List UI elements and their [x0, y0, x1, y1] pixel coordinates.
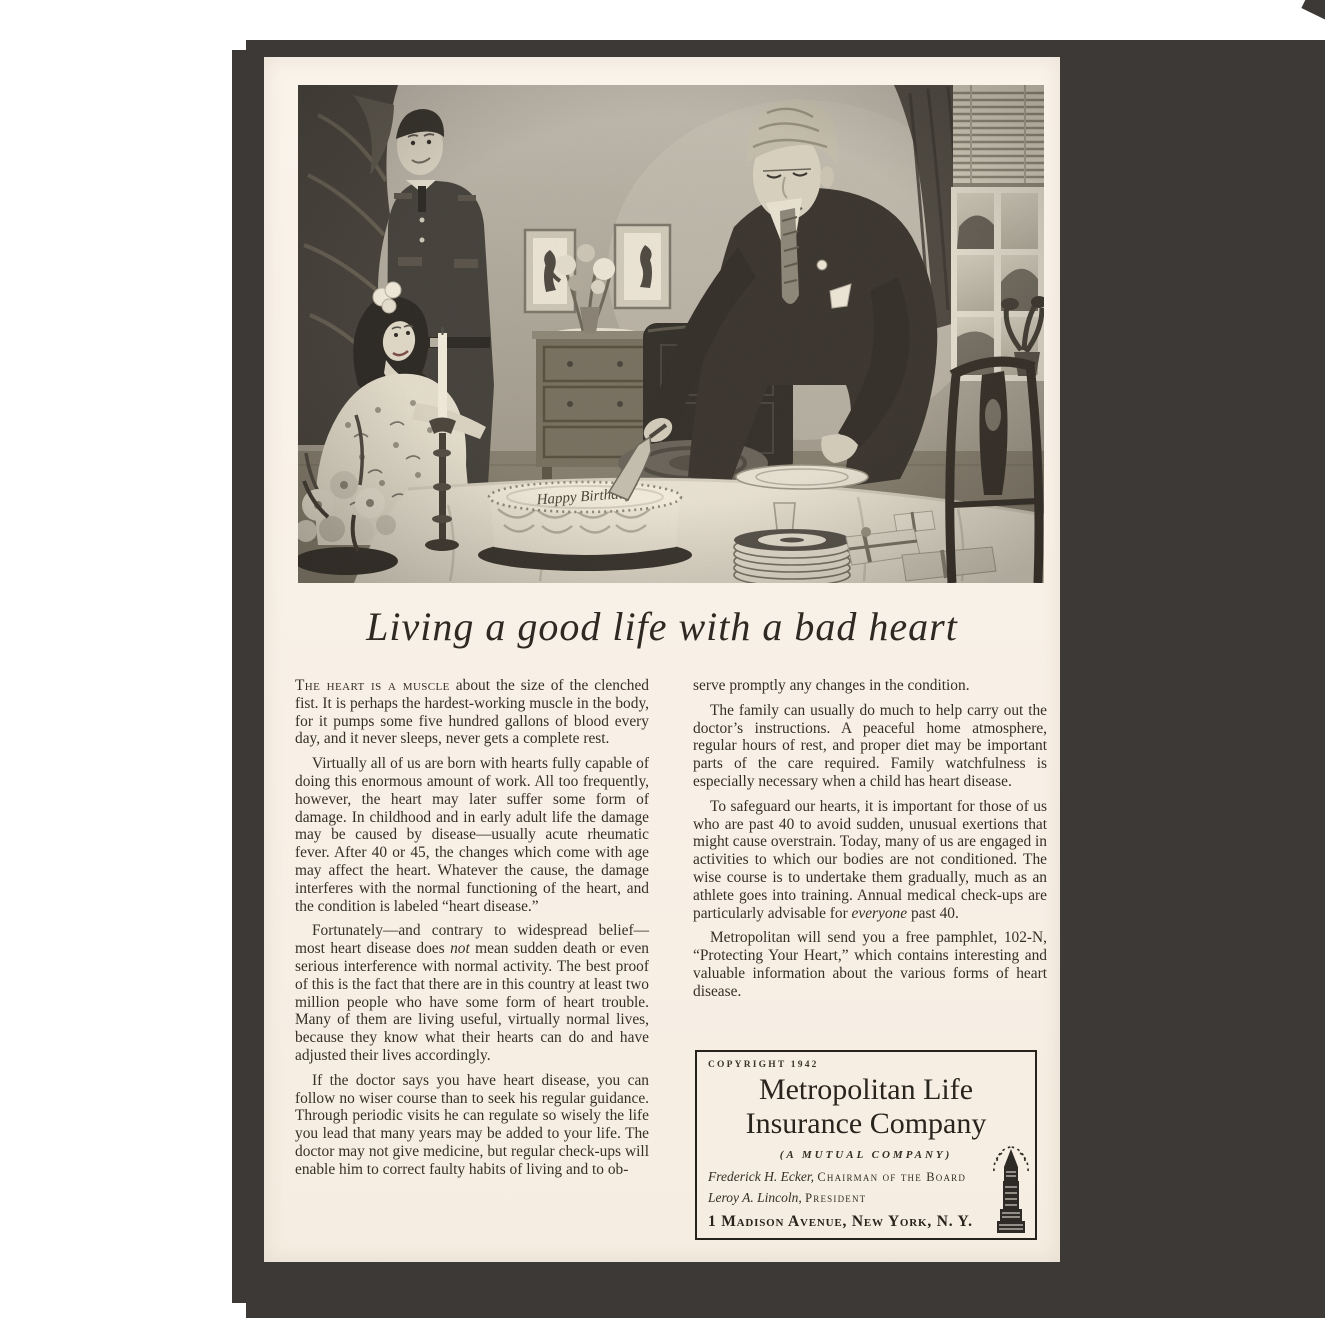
text-segment: The family can usually do much to help carry out the doctor’s instructions. A peaceful home atmosphere, regular hours of rest, and proper diet may be important parts of the care required. Family watchfulness is especially necessary when a child has heart disease.: [693, 701, 1047, 790]
paragraph: [295, 1072, 649, 1179]
copyright-notice: COPYRIGHT 1942: [708, 1060, 819, 1070]
officer-name: Leroy A. Lincoln,: [708, 1190, 802, 1205]
text-segment: Virtually all of us are born with hearts fully capable of doing this enormous amount of work. All too frequently, however, the heart may later suffer some form of damage. In childhood and in early adult life the damage may be caused by disease—usually acute rheumatic fever. After 40 or 45, the changes which come with age may affect the heart. Whatever the cause, the damage interferes with the normal functioning of the heart, and the condition is labeled “heart disease.”: [295, 755, 649, 915]
body-column-right: [693, 677, 1047, 1008]
officer-president: [708, 1190, 966, 1206]
paragraph: [693, 798, 1047, 923]
body-column-left: [295, 677, 649, 1186]
company-address: 1 Madison Avenue, New York, N. Y.: [708, 1213, 973, 1230]
paragraph: [693, 702, 1047, 791]
paragraph: [693, 929, 1047, 1000]
text-segment: serve promptly any changes in the condition.: [693, 677, 970, 694]
officer-chairman: [708, 1169, 966, 1185]
headline: Living a good life with a bad heart: [366, 604, 958, 649]
text-segment-italic: everyone: [851, 904, 908, 922]
officer-name: Frederick H. Ecker,: [708, 1169, 814, 1184]
text-segment: about the size of the clenched fist. It is perhaps the hardest-working muscle in the body, for it pumps some five hundred gallons of blood every day, and it never sleeps, never gets a complete rest.: [295, 677, 649, 748]
company-name-line2: Insurance Company: [745, 1107, 987, 1140]
paragraph: [295, 922, 649, 1064]
text-segment: If the doctor says you have heart disease, you can follow no wiser course than to seek his regular guidance. Through periodic visits he can regulate so wisely the life you lead that many years may be added to your life. The doctor may not give medicine, but regular check-ups will enable him to correct faulty habits of living and to ob-: [295, 1071, 649, 1178]
text-segment: Metropolitan will send you a free pamphlet, 102-N, “Protecting Your Heart,” which contains interesting and valuable information about the various forms of heart disease.: [693, 929, 1047, 1000]
birthday-scene-illustration: [298, 85, 1044, 583]
text-segment: past 40.: [907, 904, 959, 922]
paragraph: [295, 677, 649, 748]
photo-mat-corner-artifact: [1301, 0, 1325, 21]
text-segment: mean sudden death or even serious interference with normal activity. The best proof of this is the fact that there are in this country at least two million people who have some form of heart trouble. Many of them are living useful, virtually normal lives, because they know what their hearts can do and have adjusted their lives accordingly.: [295, 940, 649, 1064]
paragraph: [693, 677, 1047, 695]
text-segment-italic: not: [450, 940, 470, 958]
text-segment: To safeguard our hearts, it is important for those of us who are past 40 to avoid sudden, unusual exertions that might cause overstrain. Today, many of us are engaged in activities to which our bodies are not conditioned. The wise course is to undertake them gradually, much as an athlete goes into training. Annual medical check-ups are particularly advisable for: [693, 797, 1047, 922]
metlife-tower-icon: [992, 1143, 1030, 1235]
officer-title: Chairman of the Board: [817, 1170, 967, 1184]
advertisement-page: [264, 57, 1060, 1262]
mutual-company-line: (A MUTUAL COMPANY): [779, 1149, 953, 1161]
text-segment: Fortunately—and contrary to widespread belief—most heart disease does: [295, 922, 649, 958]
company-name-line1: Metropolitan Life: [758, 1073, 974, 1106]
officer-title: President: [805, 1191, 867, 1205]
company-logo-box: [695, 1050, 1037, 1240]
text-segment-smallcaps: The heart is a muscle: [295, 677, 450, 694]
halftone-grain-overlay: [298, 85, 1044, 583]
paragraph: [295, 755, 649, 915]
officers-list: [708, 1169, 966, 1211]
